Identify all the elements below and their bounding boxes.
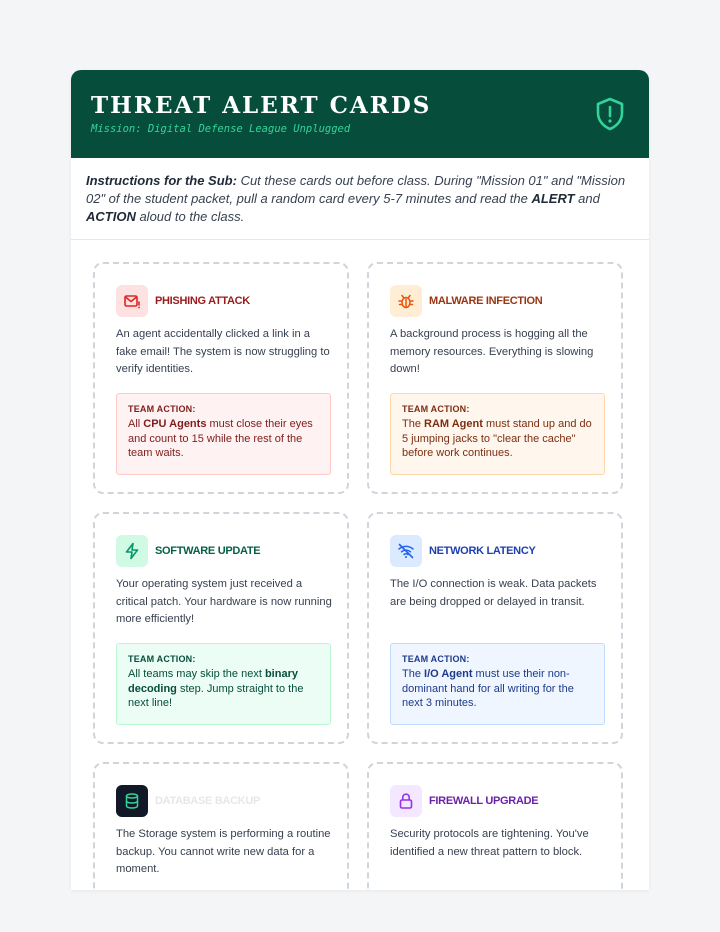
card-description: Security protocols are tightening. You've identified a new threat pattern to block. — [390, 828, 589, 858]
bug-icon — [397, 292, 415, 310]
card-description: An agent accidentally clicked a link in a fake email! The system is now struggling to verify identities. — [116, 328, 330, 375]
card-malware-infection — [367, 262, 623, 494]
instructions-text-3: aloud to the class. — [135, 209, 245, 224]
card-description: Your operating system just received a critical patch. Your hardware is now running more efficiently! — [116, 578, 332, 625]
team-action-role: binary decoding — [128, 668, 298, 695]
team-action-text — [402, 667, 593, 711]
team-action-role: RAM Agent — [424, 418, 483, 430]
database-icon — [123, 792, 141, 810]
lock-icon — [397, 792, 415, 810]
team-action-pre: The — [402, 418, 425, 430]
card-description: A background process is hogging all the memory resources. Everything is slowing down! — [390, 328, 594, 375]
card-icon-box — [390, 285, 422, 317]
card-software-update — [93, 512, 349, 744]
team-action-box — [390, 643, 605, 725]
card-title: NETWORK LATENCY — [429, 545, 536, 557]
team-action-text — [402, 417, 593, 461]
team-action-role: CPU Agents — [143, 418, 207, 430]
card-icon-box — [390, 535, 422, 567]
instructions — [71, 158, 649, 240]
team-action-post: step. Jump straight to the next line! — [128, 682, 304, 709]
card-title: MALWARE INFECTION — [429, 295, 543, 307]
team-action-label: TEAM ACTION: — [128, 404, 196, 414]
team-action-post: must use their non-dominant hand for all writing for the next 3 minutes. — [402, 668, 574, 709]
instructions-alert: ALERT — [531, 191, 575, 206]
team-action-box — [116, 643, 331, 725]
shield-check-icon — [595, 97, 625, 131]
card-title: PHISHING ATTACK — [155, 295, 250, 307]
card-description: The I/O connection is weak. Data packets are being dropped or delayed in transit. — [390, 578, 597, 608]
instructions-action: ACTION — [86, 209, 136, 224]
team-action-pre: The — [402, 668, 425, 680]
team-action-box — [390, 393, 605, 475]
wifi-off-icon — [397, 542, 415, 560]
team-action-text — [128, 417, 319, 461]
card-icon-box — [116, 785, 148, 817]
card-firewall-upgrade — [367, 762, 623, 890]
page-title: THREAT ALERT CARDS — [91, 92, 432, 119]
lightning-icon — [123, 542, 141, 560]
team-action-post: must stand up and do 5 jumping jacks to "clear the cache" before work continues. — [402, 418, 592, 459]
card-icon-box — [390, 785, 422, 817]
team-action-post: must close their eyes and count to 15 while the rest of the team waits. — [128, 418, 313, 459]
card-icon-box — [116, 535, 148, 567]
team-action-pre: All — [128, 418, 144, 430]
mail-alert-icon — [123, 292, 141, 310]
team-action-text — [128, 667, 319, 711]
card-database-backup — [93, 762, 349, 890]
team-action-label: TEAM ACTION: — [402, 654, 470, 664]
team-action-role: I/O Agent — [424, 668, 473, 680]
card-title: SOFTWARE UPDATE — [155, 545, 261, 557]
card-description: The Storage system is performing a routine backup. You cannot write new data for a moment. — [116, 828, 331, 875]
header — [71, 70, 649, 158]
alert-sheet — [71, 70, 649, 890]
team-action-pre: All teams may skip the next — [128, 668, 265, 680]
instructions-text-2: and — [574, 191, 600, 206]
card-title: FIREWALL UPGRADE — [429, 795, 539, 807]
instructions-lead: Instructions for the Sub: — [86, 173, 237, 188]
team-action-label: TEAM ACTION: — [402, 404, 470, 414]
page-subtitle: Mission: Digital Defense League Unplugged — [91, 123, 351, 135]
team-action-box — [116, 393, 331, 475]
card-network-latency — [367, 512, 623, 744]
card-phishing-attack — [93, 262, 349, 494]
instructions-text: Cut these cards out before class. During "Mission 01" and "Mission 02" of the student packet, pull a random card every 5-7 minutes and read the — [86, 173, 626, 206]
card-title: DATABASE BACKUP — [155, 795, 261, 807]
team-action-label: TEAM ACTION: — [128, 654, 196, 664]
card-icon-box — [116, 285, 148, 317]
